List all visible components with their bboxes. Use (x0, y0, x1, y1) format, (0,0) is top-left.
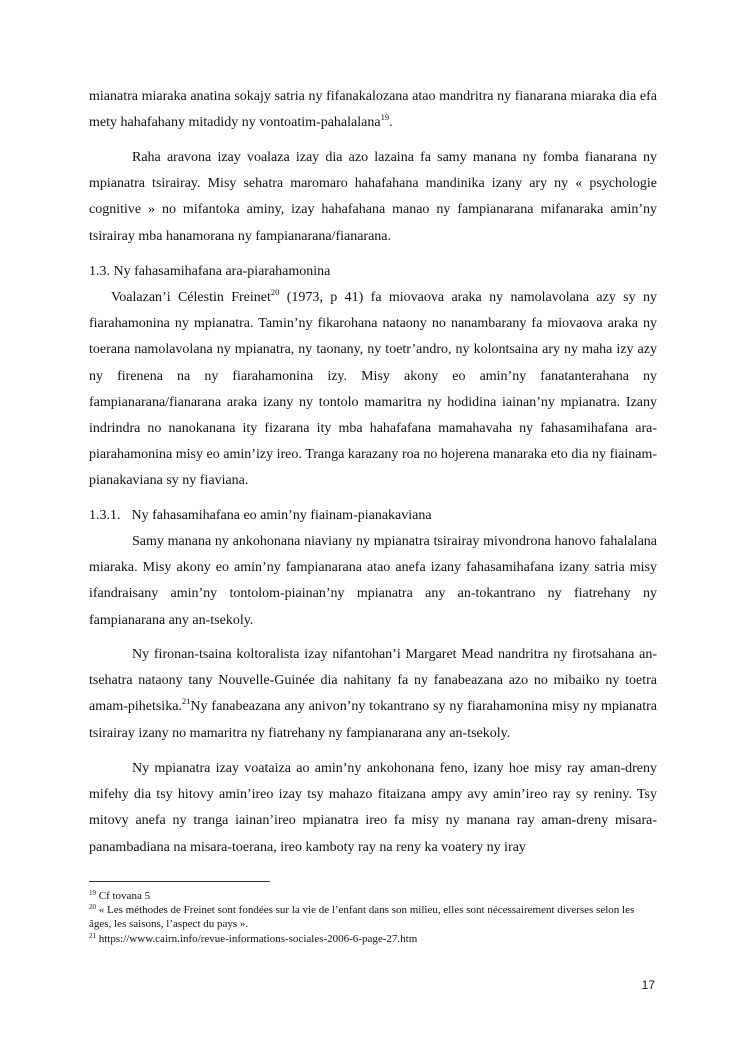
footnotes (89, 889, 657, 946)
footnote-19: $^{19}$ Cf tovana 5 (89, 889, 151, 902)
footnote-ref-21[interactable]: 21 (181, 696, 191, 707)
footnote-ref-20[interactable]: 20 (270, 287, 280, 297)
footnote-ref-19[interactable]: 19 (380, 112, 390, 123)
footnote-21: $^{21}$ https://www.cairn.info/revue-informations-sociales-2006-6-page-27.htm (89, 931, 418, 945)
paragraph-family-life: Samy manana ny ankohonana niaviany ny mpianatra tsirairay mivondrona hanovo fahalalana miaraka. Misy akony eo amin’ny fampianarana atao anefa izany fahasamihafana izany satria misy ifandraisany amin’ny tontolom-piainan’ny mpianatra any an-tokantrano ny fiatrehany ny fampianarana any an-tsekoly. (89, 534, 657, 628)
paragraph-learning-styles: Raha aravona izay voalaza izay dia azo lazaina fa samy manana ny fomba fianarana ny mpianatra tsirairay. Misy sehatra maromaro hahafahana mandinika izany ary ny « psychologie cognitive » no mifantoka aminy, izay hahafahana manao ny fampianarana mifanaraka amin’ny tsirairay mba hanamorana ny fampianarana/fianarana. (89, 150, 657, 244)
footnote-url[interactable]: https://www.cairn.info/revue-informations-sociales-2006-6-page-27.htm (96, 932, 418, 945)
paragraph-freinet: Voalazan’i Célestin Freinet$^{20}$ (1973, p 41) fa miovaova araka ny namolavolana azy sy ny fiarahamonina ny mpianatra. Tamin’ny fikarohana nataony no nanambarany fa miovaova araka ny toerana namolavolana ny mpianatra, ny taonany, ny toetr’andro, ny kolontsaina ary ny maha izy azy ny firenena na ny fiarahamonina izy. Misy akony eo amin’ny fanatanterahana ny fampianarana/fianarana araka izany ny tontolo mamaritra ny hodidina iainan’ny mpianatra. Izany indrindra no nanokanana ity fizarana ity mba hahafafana mamahavaha ny fahasamihafana ara-piarahamonina misy eo amin’izy ireo. Tranga karazany roa no hojerena manaraka eto dia ny fiainam-pianakaviana sy ny fiaviana. (89, 287, 657, 489)
footnote-20: $^{20}$ « Les méthodes de Freinet sont fondées sur la vie de l’enfant dans son milieu, elles sont nécessairement diverses selon les âges, les saisons, l’aspect du pays ». (89, 903, 635, 931)
paragraph-household: Ny mpianatra izay voataiza ao amin’ny ankohonana feno, izany hoe misy ray aman-dreny mifehy dia tsy hitovy amin’ireo izay tsy mahazo fitaizana ampy avy amin’ireo ray sy reniny. Tsy mitovy anefa ny tranga iainan’ireo mpianatra ireo fa misy ny manana ray aman-dreny misara-panambadiana na misara-toerana, ireo kamboty ray na reny ka voatery ny iray (89, 761, 657, 855)
paragraph-margaret-mead: Ny fironan-tsaina koltoralista izay nifantohan’i Margaret Mead nandritra ny firotsahana an-tsehatra nataony tany Nouvelle-Guinée dia nahitany fa ny fanabeazana azo no mibaiko ny toetra amam-pihetsika.$^{21}$Ny fanabeazana any anivon’ny tokantrano sy ny fiarahamonina misy ny mpianatra tsirairay izany no mamaritra ny fiatrehany ny fampianarana any an-tsekoly. (89, 647, 657, 741)
page-number: 17 (641, 978, 655, 992)
section-heading-1-3-1: 1.3.1. Ny fahasamihafana eo amin’ny fiainam-pianakaviana (89, 508, 432, 523)
section-heading-1-3: 1.3. Ny fahasamihafana ara-piarahamonina (89, 264, 331, 279)
paragraph-continuation: mianatra miaraka anatina sokajy satria ny fifanakalozana atao mandritra ny fianarana miaraka dia efa mety hahafahany mitadidy ny vontoatim-pahalalana$^{19}$. (89, 89, 657, 131)
footnote-separator (89, 881, 270, 882)
